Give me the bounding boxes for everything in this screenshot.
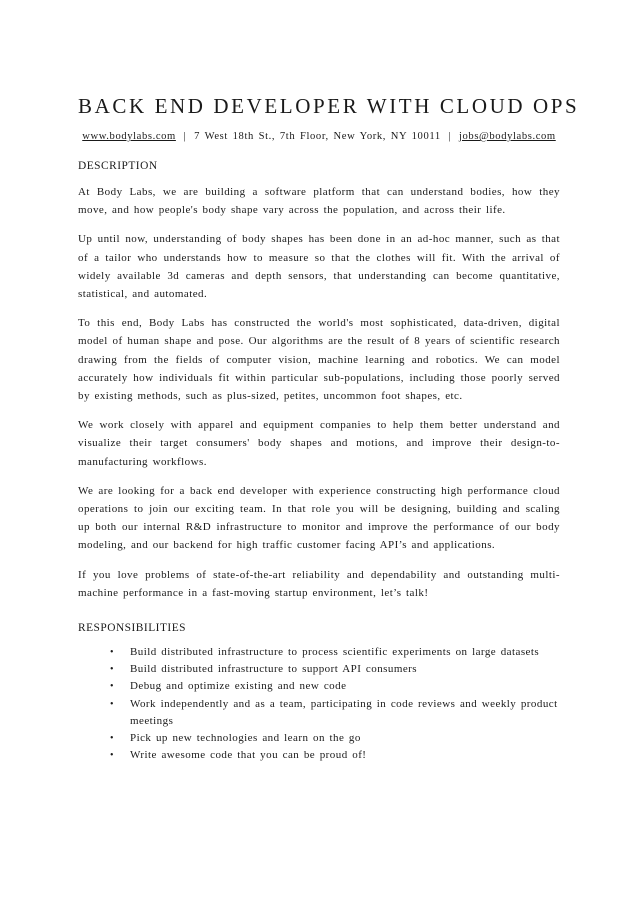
description-paragraph: To this end, Body Labs has constructed the world's most sophisticated, data-driven, digital model of human shape and pose. Our algorithms are the result of 8 years of scientific research drawing from the fields of computer vision, machine learning and robotics. We can model accurately how individuals fit within particular sub-populations, including those poorly served by existing methods, such as plus-sized, petites, uncommon foot shapes, etc. [78,317,560,403]
description-paragraph: Up until now, understanding of body shapes has been done in an ad-hoc manner, such as that of a tailor who understands how to measure so that the clothes will fit. With the arrival of widely available 3d cameras and depth sensors, that understanding can become quantitative, statistical, and automated. [78,233,560,301]
bullet-icon: • [110,698,114,710]
description-heading: DESCRIPTION [78,160,158,172]
bullet-icon: • [110,733,114,745]
list-item-text: Work independently and as a team, participating in code reviews and weekly product meetings [130,697,558,727]
bullet-icon: • [110,750,114,762]
bullet-icon: • [110,664,114,676]
contact-line [78,131,560,142]
website-link[interactable]: www.bodylabs.com [82,131,176,142]
page-title: BACK END DEVELOPER WITH CLOUD OPS [78,94,580,118]
description-paragraph: We work closely with apparel and equipment companies to help them better understand and visualize their target consumers' body shapes and motions, and improve their design-to-manufacturing workflows. [78,419,560,468]
responsibilities-heading: RESPONSIBILITIES [78,622,186,635]
description-paragraph: If you love problems of state-of-the-art reliability and dependability and outstanding multi-machine performance in a fast-moving startup environment, let’s talk! [78,568,560,599]
separator: | [183,131,187,142]
list-item [110,644,560,661]
list-item-text: Write awesome code that you can be proud of! [130,749,367,762]
email-link[interactable]: jobs@bodylabs.com [458,131,556,142]
separator: | [448,131,452,142]
list-item [110,678,560,695]
document-page [0,94,638,920]
bullet-icon: • [110,647,114,659]
list-item-text: Build distributed infrastructure to support API consumers [130,663,418,676]
bullet-icon: • [110,681,114,693]
responsibilities-list [78,644,560,764]
list-item-text: Debug and optimize existing and new code [130,680,347,693]
description-paragraph: We are looking for a back end developer with experience constructing high performance cloud operations to join our exciting team. In that role you will be designing, building and scaling up both our internal R&D infrastructure to monitor and improve the performance of our body modeling, and our backend for high traffic customer facing API’s and applications. [78,484,560,552]
list-item-text: Pick up new technologies and learn on the go [130,732,361,745]
list-item [110,730,560,747]
address-text: 7 West 18th St., 7th Floor, New York, NY 10011 [194,131,441,142]
description-paragraph: At Body Labs, we are building a software platform that can understand bodies, how they move, and how people's body shape vary across the population, and across their life. [78,186,560,217]
list-item [110,747,560,764]
list-item [110,696,560,730]
list-item-text: Build distributed infrastructure to process scientific experiments on large datasets [130,646,540,659]
list-item [110,661,560,678]
